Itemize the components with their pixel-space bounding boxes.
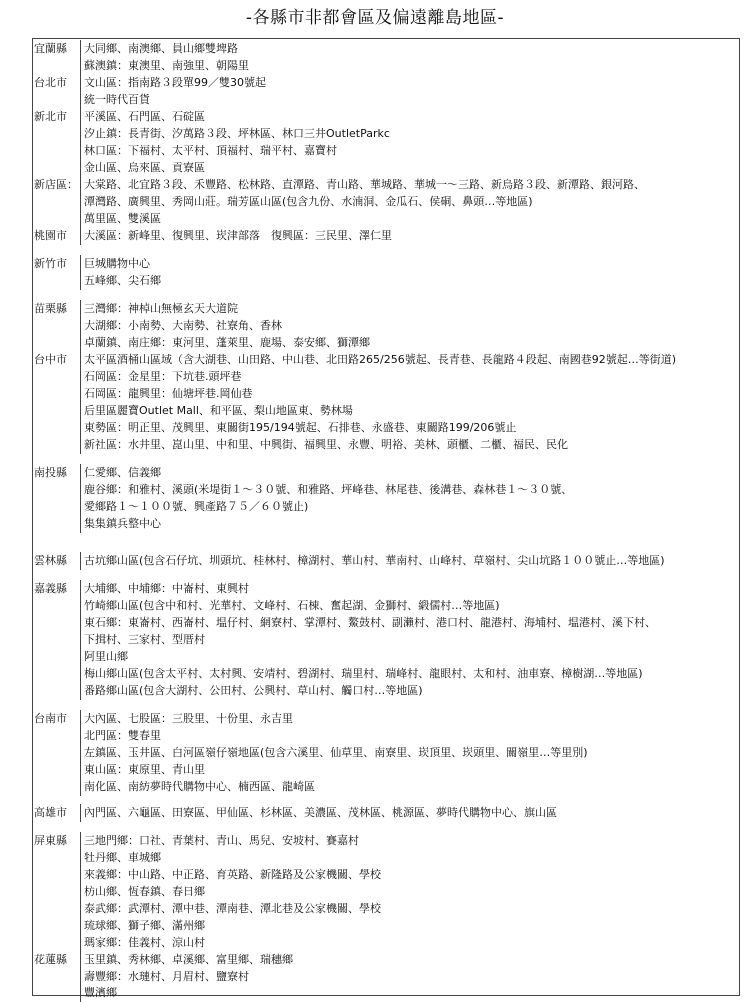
list-item [0, 351, 750, 369]
list-item [0, 108, 750, 126]
county-label: 高雄市 [34, 806, 67, 819]
area-entry: 下揖村、三家村、型厝村 [84, 633, 205, 646]
list-item [0, 804, 750, 822]
area-entry: 古坑鄉山區(包含石仔坑、圳頭坑、桂林村、樟湖村、華山村、華南村、山峰村、草嶺村、尖山坑路１００號止…等地區) [84, 554, 665, 567]
column-divider [80, 804, 81, 822]
list-item [0, 464, 750, 482]
county-label: 嘉義縣 [34, 582, 67, 595]
county-label: 新竹市 [34, 257, 67, 270]
list-item [0, 832, 750, 850]
list-item [0, 934, 750, 952]
list-item [0, 614, 750, 632]
column-divider [80, 317, 81, 335]
list-item [0, 665, 750, 683]
area-entry: 潭灣路、廣興里、秀岡山莊。瑞芳區山區(包含九份、水湳洞、金瓜石、侯硐、鼻頭…等地區) [84, 195, 533, 208]
area-entry: 愛鄉路１～１００號、興產路７５／６０號止) [84, 500, 309, 513]
area-entry: 琉球鄉、獅子鄉、滿州鄉 [84, 919, 205, 932]
list-item [0, 917, 750, 935]
county-label: 桃園市 [34, 229, 67, 242]
list-item [0, 91, 750, 109]
column-divider [80, 419, 81, 437]
column-divider [80, 300, 81, 318]
list-item [0, 193, 750, 211]
area-entry: 文山區：指南路３段單99／雙30號起 [84, 76, 266, 89]
page-title: -各縣市非都會區及偏遠離島地區- [245, 8, 505, 28]
area-entry: 平溪區、石門區、石碇區 [84, 110, 205, 123]
column-divider [80, 40, 81, 58]
list-item [0, 74, 750, 92]
area-entry: 林口區：下福村、太平村、頂福村、瑞平村、嘉寶村 [84, 144, 337, 157]
area-entry: 梅山鄉山區(包含太平村、太村興、安靖村、碧湖村、瑞里村、瑞峰村、龍眼村、太和村、油車寮、樟樹湖…等地區) [84, 667, 643, 680]
column-divider [80, 176, 81, 194]
column-divider [80, 74, 81, 92]
column-divider [80, 832, 81, 850]
area-entry: 大埔鄉、中埔鄉：中崙村、東興村 [84, 582, 249, 595]
area-entry: 枋山鄉、恆春鎮、春日鄉 [84, 885, 205, 898]
area-entry: 牡丹鄉、車城鄉 [84, 851, 161, 864]
county-label: 台南市 [34, 712, 67, 725]
area-entry: 泰武鄉：武潭村、潭中巷、潭南巷、潭北巷及公家機關、學校 [84, 902, 381, 915]
column-divider [80, 142, 81, 160]
county-label: 苗栗縣 [34, 302, 67, 315]
list-item [0, 883, 750, 901]
list-item [0, 682, 750, 700]
county-label: 宜蘭縣 [34, 42, 67, 55]
list-item [0, 849, 750, 867]
column-divider [80, 614, 81, 632]
county-label: 台北市 [34, 76, 67, 89]
list-item [0, 951, 750, 969]
area-entry: 統一時代百貨 [84, 93, 150, 106]
list-item [0, 255, 750, 273]
area-entry: 阿里山鄉 [84, 650, 128, 663]
list-item [0, 57, 750, 75]
list-item [0, 176, 750, 194]
column-divider [80, 272, 81, 290]
area-entry: 新社區：水井里、崑山里、中和里、中興街、福興里、永豐、明裕、美林、頭櫃、二櫃、福民、民化 [84, 438, 568, 451]
column-divider [80, 210, 81, 228]
area-entry: 金山區、烏來區、貢寮區 [84, 161, 205, 174]
area-entry: 后里區麗寶Outlet Mall、和平區、梨山地區東、勢林場 [84, 404, 353, 417]
area-entry: 東石鄉：東崙村、西崙村、塭仔村、網寮村、掌潭村、鰲鼓村、副瀨村、港口村、龍港村、海埔村、塭港村、溪下村、 [84, 616, 656, 629]
area-entry: 大同鄉、南澳鄉、員山鄉雙埤路 [84, 42, 238, 55]
county-label: 屏東縣 [34, 834, 67, 847]
column-divider [80, 778, 81, 796]
list-item [0, 142, 750, 160]
area-entry: 仁愛鄉、信義鄉 [84, 466, 161, 479]
area-entry: 大內區、七股區：三股里、十份里、永吉里 [84, 712, 293, 725]
column-divider [80, 402, 81, 420]
column-divider [80, 951, 81, 969]
column-divider [80, 368, 81, 386]
list-item [0, 515, 750, 533]
column-divider [80, 883, 81, 901]
area-entry: 石岡區：金星里：下坑巷.頭坪巷 [84, 370, 242, 383]
column-divider [80, 727, 81, 745]
column-divider [80, 193, 81, 211]
area-entry: 來義鄉：中山路、中正路、育英路、新隆路及公家機關、學校 [84, 868, 381, 881]
area-entry: 壽豐鄉：水璉村、月眉村、鹽寮村 [84, 970, 249, 983]
list-item [0, 761, 750, 779]
list-item [0, 631, 750, 649]
area-entry: 大棠路、北宜路３段、禾豐路、松林路、直潭路、青山路、華城路、華城一～三路、新烏路３段、新潭路、銀河路、 [84, 178, 645, 191]
column-divider [80, 385, 81, 403]
area-entry: 玉里鎮、秀林鄉、卓溪鄉、富里鄉、瑞穗鄉 [84, 953, 293, 966]
column-divider [80, 665, 81, 683]
county-label: 新店區： [34, 178, 78, 191]
column-divider [80, 648, 81, 666]
area-entry: 南化區、南紡夢時代購物中心、楠西區、龍崎區 [84, 780, 315, 793]
county-label: 南投縣 [34, 466, 67, 479]
list-item [0, 419, 750, 437]
column-divider [80, 710, 81, 728]
area-entry: 瑪家鄉：佳義村、涼山村 [84, 936, 205, 949]
county-label: 花蓮縣 [34, 953, 67, 966]
column-divider [80, 597, 81, 615]
column-divider [80, 57, 81, 75]
list-item [0, 385, 750, 403]
area-entry: 豐濱鄉 [84, 986, 117, 999]
list-item [0, 436, 750, 454]
county-label: 雲林縣 [34, 554, 67, 567]
county-label: 新北市 [34, 110, 67, 123]
column-divider [80, 436, 81, 454]
list-item [0, 125, 750, 143]
area-entry: 集集鎮兵整中心 [84, 517, 161, 530]
list-item [0, 744, 750, 762]
list-item [0, 210, 750, 228]
list-item [0, 402, 750, 420]
list-item [0, 334, 750, 352]
column-divider [80, 984, 81, 1002]
list-item [0, 597, 750, 615]
list-item [0, 40, 750, 58]
list-item [0, 159, 750, 177]
area-entry: 番路鄉山區(包含大湖村、公田村、公興村、草山村、觸口村…等地區) [84, 684, 423, 697]
column-divider [80, 464, 81, 482]
list-item [0, 227, 750, 245]
column-divider [80, 227, 81, 245]
column-divider [80, 744, 81, 762]
area-entry: 大溪區：新峰里、復興里、崁津部落 復興區：三民里、澤仁里 [84, 229, 392, 242]
area-entry: 卓蘭鎮、南庄鄉：東河里、蓬萊里、鹿場、泰安鄉、獅潭鄉 [84, 336, 370, 349]
area-entry: 巨城購物中心 [84, 257, 150, 270]
list-item [0, 778, 750, 796]
column-divider [80, 108, 81, 126]
column-divider [80, 866, 81, 884]
area-entry: 左鎮區、玉井區、白河區嶺仔嶺地區(包含六溪里、仙草里、南寮里、崁頂里、崁頭里、關嶺里…等里別) [84, 746, 588, 759]
list-item [0, 300, 750, 318]
area-entry: 五峰鄉、尖石鄉 [84, 274, 161, 287]
list-item [0, 866, 750, 884]
column-divider [80, 761, 81, 779]
column-divider [80, 515, 81, 533]
column-divider [80, 849, 81, 867]
column-divider [80, 351, 81, 369]
column-divider [80, 91, 81, 109]
list-item [0, 580, 750, 598]
column-divider [80, 498, 81, 516]
column-divider [80, 934, 81, 952]
area-entry: 大湖鄉：小南勢、大南勢、社寮角、香林 [84, 319, 282, 332]
area-entry: 東山區：東原里、青山里 [84, 763, 205, 776]
list-item [0, 368, 750, 386]
area-entry: 竹崎鄉山區(包含中和村、光華村、文峰村、石棟、奮起湖、金獅村、緞儒村…等地區) [84, 599, 500, 612]
list-item [0, 648, 750, 666]
list-item [0, 984, 750, 1002]
area-entry: 鹿谷鄉：和雅村、溪頭(米堤街１～３０號、和雅路、坪峰巷、林尾巷、後溝巷、森林巷１～３０號、 [84, 483, 573, 496]
list-item [0, 710, 750, 728]
list-item [0, 552, 750, 570]
column-divider [80, 682, 81, 700]
county-label: 台中市 [34, 353, 67, 366]
list-item [0, 272, 750, 290]
column-divider [80, 125, 81, 143]
area-entry: 太平區酒桶山區域（含大湖巷、山田路、中山巷、北田路265/256號起、長青巷、長龍路４段起、南國巷92號起…等街道) [84, 353, 676, 366]
list-item [0, 900, 750, 918]
list-item [0, 498, 750, 516]
column-divider [80, 481, 81, 499]
column-divider [80, 580, 81, 598]
column-divider [80, 631, 81, 649]
area-entry: 蘇澳鎮：東澳里、南強里、朝陽里 [84, 59, 249, 72]
area-entry: 內門區、六龜區、田寮區、甲仙區、杉林區、美濃區、茂林區、桃源區、夢時代購物中心、旗山區 [84, 806, 557, 819]
column-divider [80, 334, 81, 352]
column-divider [80, 900, 81, 918]
column-divider [80, 255, 81, 273]
column-divider [80, 159, 81, 177]
area-entry: 三灣鄉：神棹山無極玄天大道院 [84, 302, 238, 315]
area-entry: 北門區：雙春里 [84, 729, 161, 742]
area-entry: 汐止鎮：長青街、汐萬路３段、坪林區、林口三井OutletParkc [84, 127, 390, 140]
area-entry: 東勢區：明正里、茂興里、東關街195/194號起、石排巷、永盛巷、東關路199/206號止 [84, 421, 517, 434]
list-item [0, 727, 750, 745]
list-item [0, 481, 750, 499]
area-entry: 萬里區、雙溪區 [84, 212, 161, 225]
column-divider [80, 917, 81, 935]
column-divider [80, 552, 81, 570]
list-item [0, 317, 750, 335]
area-entry: 三地門鄉：口社、青葉村、青山、馬兒、安坡村、賽嘉村 [84, 834, 359, 847]
area-entry: 石岡區：龍興里：仙塘坪巷.岡仙巷 [84, 387, 253, 400]
